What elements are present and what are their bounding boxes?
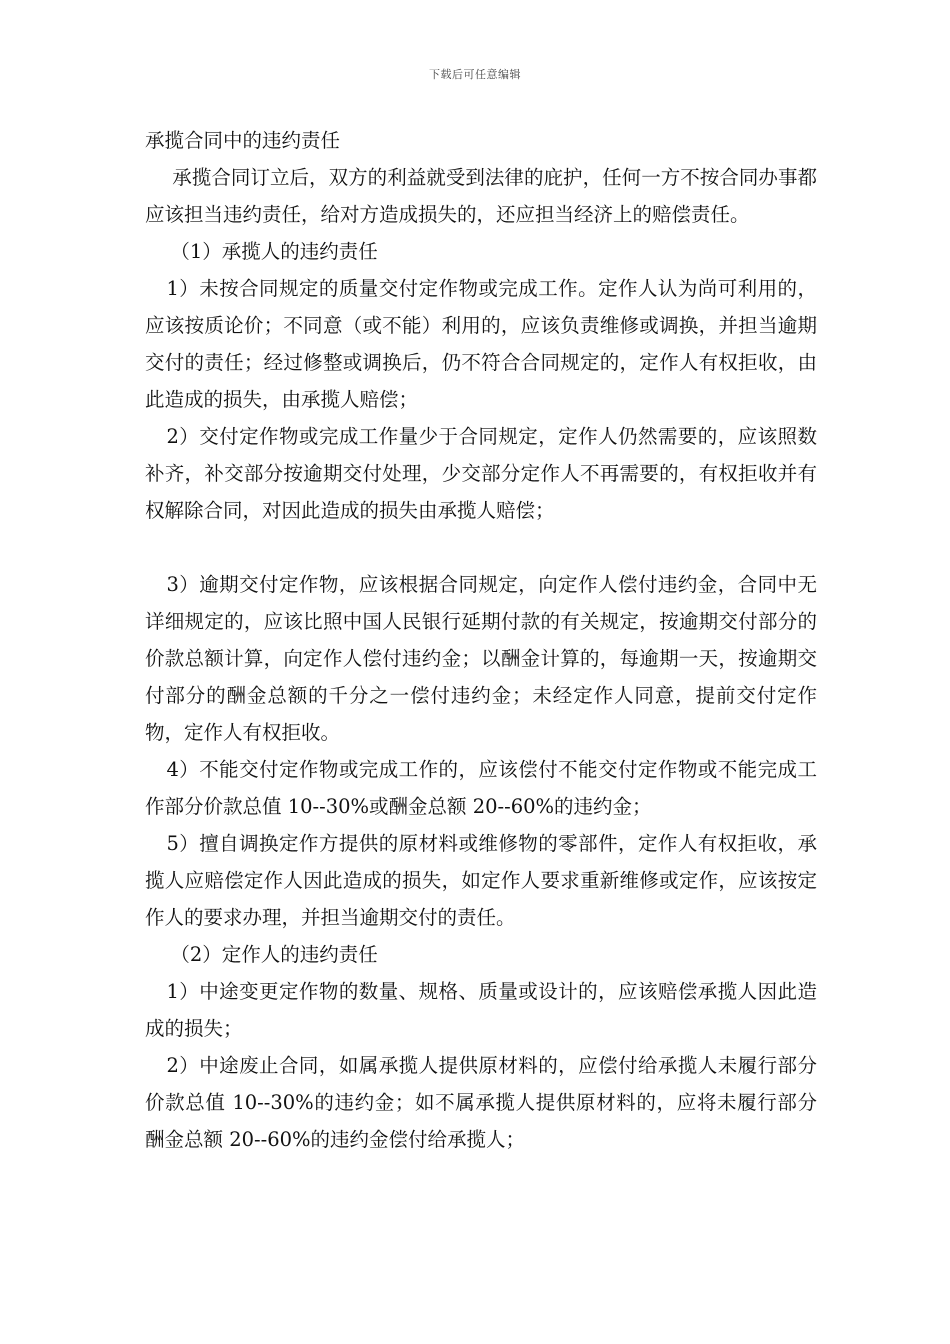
list-item: 3）逾期交付定作物，应该根据合同规定，向定作人偿付违约金，合同中无详细规定的，应该比照中国人民银行延期付款的有关规定，按逾期交付部分的价款总额计算，向定作人偿付违约金；以酬金计算的，每逾期一天，按逾期交付部分的酬金总额的千分之一偿付违约金；未经定作人同意，提前交付定作物，定作人有权拒收。: [145, 573, 817, 744]
document-body: [145, 122, 817, 1158]
list-item: 2）中途废止合同，如属承揽人提供原材料的，应偿付给承揽人未履行部分价款总值 10--30%的违约金；如不属承揽人提供原材料的，应将未履行部分酬金总额 20--60%的违约金偿付给承揽人；: [145, 1054, 817, 1151]
section-heading-orderer: （2）定作人的违约责任: [170, 943, 378, 966]
intro-paragraph: 承揽合同订立后，双方的利益就受到法律的庇护，任何一方不按合同办事都应该担当违约责任，给对方造成损失的，还应担当经济上的赔偿责任。: [145, 166, 817, 226]
page-header: 下载后可任意编辑: [429, 68, 521, 81]
list-item: 4）不能交付定作物或完成工作的，应该偿付不能交付定作物或不能完成工作部分价款总值 10--30%或酬金总额 20--60%的违约金；: [145, 758, 817, 818]
list-item: 5）擅自调换定作方提供的原材料或维修物的零部件，定作人有权拒收，承揽人应赔偿定作人因此造成的损失，如定作人要求重新维修或定作，应该按定作人的要求办理，并担当逾期交付的责任。: [145, 832, 817, 929]
section-heading-contractor: （1）承揽人的违约责任: [170, 240, 378, 263]
document-title: 承揽合同中的违约责任: [145, 129, 341, 152]
list-item: 1）未按合同规定的质量交付定作物或完成工作。定作人认为尚可利用的，应该按质论价；不同意（或不能）利用的，应该负责维修或调换，并担当逾期交付的责任；经过修整或调换后，仍不符合合同规定的，定作人有权拒收，由此造成的损失，由承揽人赔偿；: [145, 277, 817, 411]
blank-line: [145, 529, 817, 566]
list-item: 2）交付定作物或完成工作量少于合同规定，定作人仍然需要的，应该照数补齐，补交部分按逾期交付处理，少交部分定作人不再需要的，有权拒收并有权解除合同，对因此造成的损失由承揽人赔偿；: [145, 425, 817, 522]
list-item: 1）中途变更定作物的数量、规格、质量或设计的，应该赔偿承揽人因此造成的损失；: [145, 980, 817, 1040]
